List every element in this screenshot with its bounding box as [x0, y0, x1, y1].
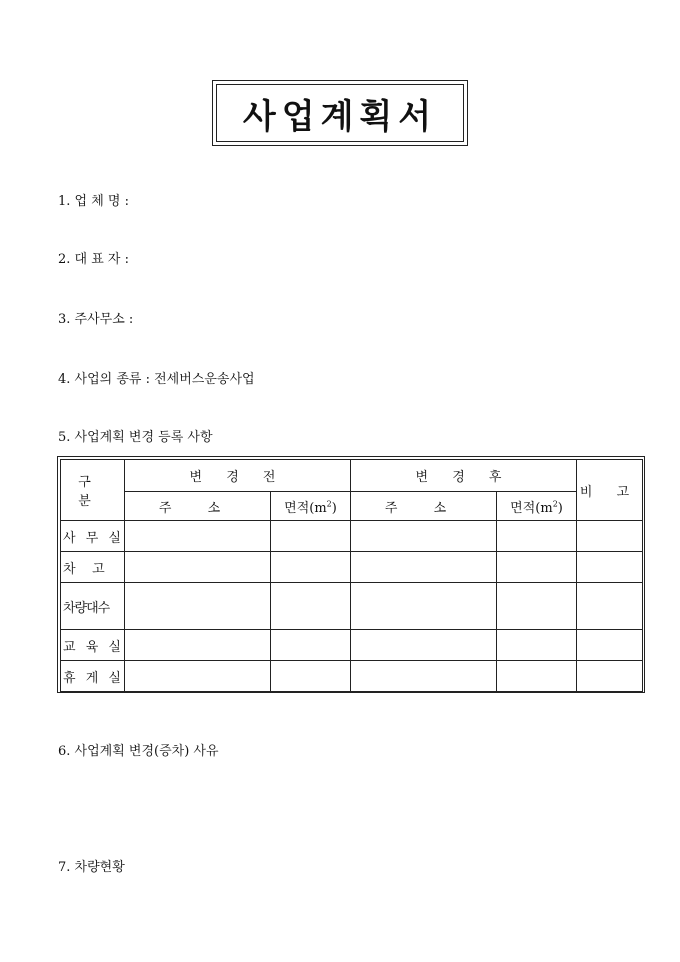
row-label-garage: 차 고: [61, 552, 125, 583]
table-row: [61, 521, 643, 552]
table-cell[interactable]: [125, 583, 271, 630]
header-after-address: 주 소: [351, 492, 497, 521]
header-before-change: 변 경 전: [125, 460, 351, 492]
table-cell[interactable]: [351, 583, 497, 630]
table-cell[interactable]: [577, 583, 643, 630]
table-row: [61, 630, 643, 661]
field-main-office: 3. 주사무소 :: [58, 312, 134, 327]
table-cell[interactable]: [271, 661, 351, 692]
row-label-education-room: 교 육 실: [61, 630, 125, 661]
table-cell[interactable]: [497, 583, 577, 630]
header-before-address: 주 소: [125, 492, 271, 521]
table-cell[interactable]: [351, 661, 497, 692]
table-cell[interactable]: [497, 552, 577, 583]
table-cell[interactable]: [125, 521, 271, 552]
field-representative: 2. 대 표 자 :: [58, 252, 129, 267]
table-cell[interactable]: [125, 630, 271, 661]
table-row: [61, 552, 643, 583]
table-cell[interactable]: [577, 630, 643, 661]
section-6-heading: 6. 사업계획 변경(증차) 사유: [58, 744, 219, 759]
field-business-type: 4. 사업의 종류 : 전세버스운송사업: [58, 372, 255, 387]
header-after-area: 면적$(m^2)$: [497, 492, 577, 521]
table-row: [61, 661, 643, 692]
table-cell[interactable]: [271, 552, 351, 583]
table-cell[interactable]: [577, 521, 643, 552]
section-5-heading: 5. 사업계획 변경 등록 사항: [58, 430, 213, 445]
table-cell[interactable]: [577, 552, 643, 583]
document-title: 사업계획서: [216, 84, 464, 142]
table-cell[interactable]: [497, 661, 577, 692]
title-box: [212, 80, 468, 146]
row-label-vehicle-count: 차량대수: [61, 583, 125, 630]
header-before-area: 면적$(m^2)$: [271, 492, 351, 521]
row-label-office: 사 무 실: [61, 521, 125, 552]
section-7-heading: 7. 차량현황: [58, 860, 125, 875]
table-cell[interactable]: [125, 661, 271, 692]
header-category: 구 분: [61, 460, 125, 521]
row-label-rest-room: 휴 게 실: [61, 661, 125, 692]
table-cell[interactable]: [351, 552, 497, 583]
header-note: 비 고: [577, 460, 643, 521]
table-row: [61, 583, 643, 630]
table-cell[interactable]: [577, 661, 643, 692]
table-cell[interactable]: [497, 630, 577, 661]
table-cell[interactable]: [497, 521, 577, 552]
table-cell[interactable]: [271, 521, 351, 552]
registration-table-frame: [57, 456, 645, 693]
table-cell[interactable]: [351, 630, 497, 661]
table-cell[interactable]: [271, 630, 351, 661]
table-cell[interactable]: [351, 521, 497, 552]
field-company-name: 1. 업 체 명 :: [58, 194, 129, 209]
registration-table: [60, 459, 643, 692]
table-cell[interactable]: [125, 552, 271, 583]
table-cell[interactable]: [271, 583, 351, 630]
header-after-change: 변 경 후: [351, 460, 577, 492]
